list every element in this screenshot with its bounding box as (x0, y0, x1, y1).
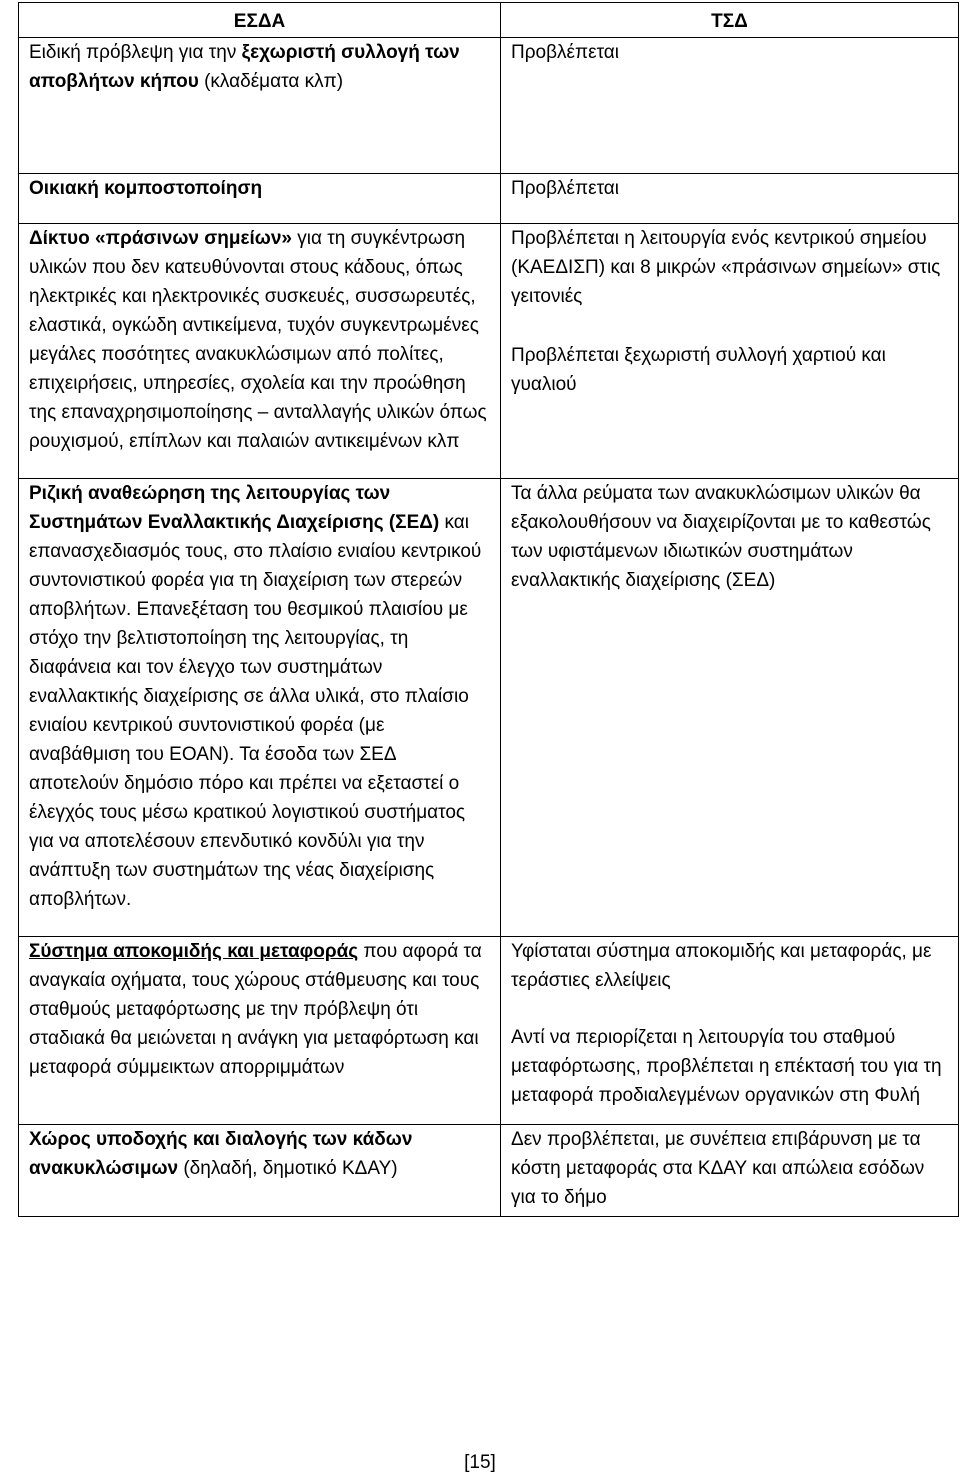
header-esda: ΕΣΔΑ (19, 3, 501, 38)
row4-left-text-bold: Ριζική αναθεώρηση της λειτουργίας των Συστημάτων Εναλλακτικής Διαχείρισης (ΣΕΔ) (29, 483, 440, 533)
row3-right-text-b: Προβλέπεται ξεχωριστή συλλογή χαρτιού και γυαλιού (511, 345, 886, 395)
row5-left-text-bold: Σύστημα αποκομιδής και μεταφοράς (29, 941, 359, 962)
table-row (19, 1125, 959, 1217)
row4-right-cell (501, 479, 959, 937)
table-row (19, 937, 959, 1125)
row2-left-text: Οικιακή κομποστοποίηση (29, 178, 263, 199)
row4-right-text: Τα άλλα ρεύματα των ανακυκλώσιμων υλικών θα εξακολουθήσουν να διαχειρίζονται με το καθεστώς των υφιστάμενων ιδιωτικών συστημάτων εναλλακτικής διαχείρισης (ΣΕΔ) (511, 483, 931, 591)
row2-left-cell (19, 174, 501, 224)
row5-left-text: που αφορά τα αναγκαία οχήματα, τους χώρους στάθμευσης και τους σταθμούς μεταφόρτωσης με την πρόβλεψη ότι σταδιακά θα μειώνεται η ανάγκη για μεταφόρτωση και μεταφορά σύμμεικτων απορριμμάτων (29, 941, 482, 1078)
table-row (19, 174, 959, 224)
row3-right-text-a: Προβλέπεται η λειτουργία ενός κεντρικού σημείου (ΚΑΕΔΙΣΠ) και 8 μικρών «πράσινων σημείων» στις γειτονιές (511, 228, 941, 307)
row3-right-cell (501, 224, 959, 479)
row4-left-cell (19, 479, 501, 937)
header-row (19, 3, 959, 38)
row6-right-text: Δεν προβλέπεται, με συνέπεια επιβάρυνση με τα κόστη μεταφοράς στα ΚΔΑΥ και απώλεια εσόδων για το δήμο (511, 1129, 925, 1208)
row1-left-cell (19, 38, 501, 174)
table-row (19, 224, 959, 479)
table-row (19, 479, 959, 937)
row6-left-text-bold: Χώρος υποδοχής και διαλογής των κάδων ανακυκλώσιμων (29, 1129, 413, 1179)
row1-left-text-c: (κλαδέματα κλπ) (198, 71, 344, 92)
row5-right-cell (501, 937, 959, 1125)
row6-left-text: (δηλαδή, δημοτικό ΚΔΑΥ) (178, 1158, 398, 1179)
row6-right-cell (501, 1125, 959, 1217)
row5-right-text-a: Υφίσταται σύστημα αποκομιδής και μεταφοράς, με τεράστιες ελλείψεις (511, 941, 932, 991)
comparison-table (18, 2, 959, 1217)
row5-left-cell (19, 937, 501, 1125)
row2-right-text: Προβλέπεται (511, 178, 620, 199)
row1-right-cell (501, 38, 959, 174)
row6-left-cell (19, 1125, 501, 1217)
header-tsd: ΤΣΔ (501, 3, 959, 38)
row1-right-text: Προβλέπεται (511, 42, 620, 63)
table-row (19, 38, 959, 174)
row1-left-text-a: Ειδική πρόβλεψη για την (29, 42, 242, 63)
row2-right-cell (501, 174, 959, 224)
row3-left-text: για τη συγκέντρωση υλικών που δεν κατευθύνονται στους κάδους, όπως ηλεκτρικές και ηλεκτρονικές συσκευές, συσσωρευτές, ελαστικά, ογκώδη αντικείμενα, τυχόν συγκεντρωμένες μεγάλες ποσότητες ανακυκλώσιμων από πολίτες, επιχειρήσεις, υπηρεσίες, σχολεία και την προώθηση της επαναχρησιμοποίησης – ανταλλαγής υλικών όπως ρουχισμού, επίπλων και παλαιών αντικειμένων κλπ (29, 228, 487, 452)
row4-left-text: και επανασχεδιασμός τους, στο πλαίσιο ενιαίου κεντρικού συντονιστικού φορέα για τη διαχείριση των στερεών αποβλήτων. Επανεξέταση του θεσμικού πλαισίου με στόχο την βελτιστοποίηση της λειτουργίας, τη διαφάνεια και τον έλεγχο των συστημάτων εναλλακτικής διαχείρισης σε άλλα υλικά, στο πλαίσιο ενιαίου κεντρικού συντονιστικού φορέα (με αναβάθμιση του ΕΟΑΝ). Τα έσοδα των ΣΕΔ αποτελούν δημόσιο πόρο και πρέπει να εξεταστεί ο έλεγχός τους μέσω κρατικού λογιστικού συστήματος για να αποτελέσουν επενδυτικό κονδύλι για την ανάπτυξη των συστημάτων της νέας διαχείρισης αποβλήτων. (29, 512, 482, 910)
page-number: [15] (464, 1452, 496, 1473)
row1-left-text-bold: ξεχωριστή συλλογή των αποβλήτων κήπου (29, 42, 460, 92)
row3-left-cell (19, 224, 501, 479)
row3-left-text-bold: Δίκτυο «πράσινων σημείων» (29, 228, 292, 249)
row5-right-text-b: Αντί να περιορίζεται η λειτουργία του σταθμού μεταφόρτωσης, προβλέπεται η επέκτασή του για τη μεταφορά προδιαλεγμένων οργανικών στη Φυλή (511, 1027, 942, 1106)
